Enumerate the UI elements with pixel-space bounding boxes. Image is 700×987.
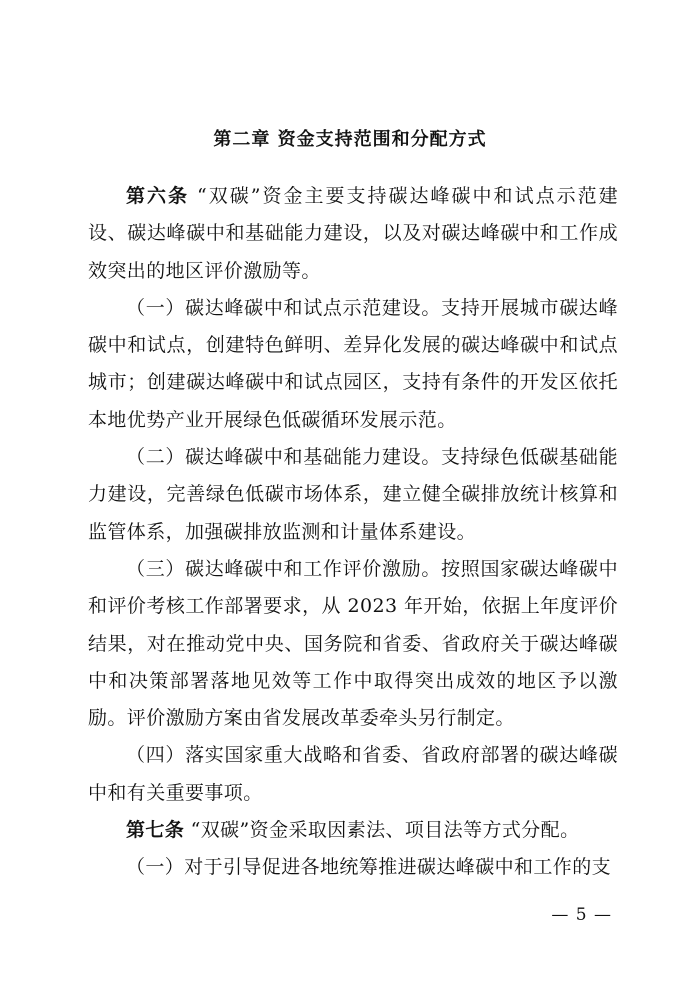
article-heading: 第七条 <box>126 819 185 842</box>
paragraph <box>88 849 618 886</box>
article-heading: 第六条 <box>126 185 190 207</box>
chapter-title: 第二章 资金支持范围和分配方式 <box>213 129 487 150</box>
paragraph <box>88 812 618 849</box>
paragraph-text: （二）碳达峰碳中和基础能力建设。支持绿色低碳基础能力建设，完善绿色低碳市场体系，建立健全碳排放统计核算和监管体系，加强碳排放监测和计量体系建设。 <box>88 446 618 543</box>
body-text <box>88 178 618 887</box>
paragraph-text: （一）碳达峰碳中和试点示范建设。支持开展城市碳达峰碳中和试点，创建特色鲜明、差异化发展的碳达峰碳中和试点城市；创建碳达峰碳中和试点园区，支持有条件的开发区依托本地优势产业开展绿色低碳循环发展示范。 <box>88 296 618 431</box>
paragraph <box>88 551 618 737</box>
page-number: — 5 — <box>551 905 612 925</box>
paragraph-text: “双碳”资金采取因素法、项目法等方式分配。 <box>184 819 580 842</box>
paragraph-text: （一）对于引导促进各地统筹推进碳达峰碳中和工作的支 <box>126 856 612 879</box>
paragraph-text: “双碳”资金主要支持碳达峰碳中和试点示范建设、碳达峰碳中和基础能力建设，以及对碳达峰碳中和工作成效突出的地区评价激励等。 <box>88 185 618 282</box>
paragraph-text: （三）碳达峰碳中和工作评价激励。按照国家碳达峰碳中和评价考核工作部署要求，从 2023 年开始，依据上年度评价结果，对在推动党中央、国务院和省委、省政府关于碳达峰碳中和决策部署落地见效等工作中取得突出成效的地区予以激励。评价激励方案由省发展改革委牵头另行制定。 <box>88 557 618 730</box>
paragraph <box>88 439 618 551</box>
paragraph <box>88 178 618 290</box>
paragraph <box>88 290 618 439</box>
paragraph <box>88 737 618 812</box>
paragraph-text: （四）落实国家重大战略和省委、省政府部署的碳达峰碳中和有关重要事项。 <box>88 744 618 804</box>
